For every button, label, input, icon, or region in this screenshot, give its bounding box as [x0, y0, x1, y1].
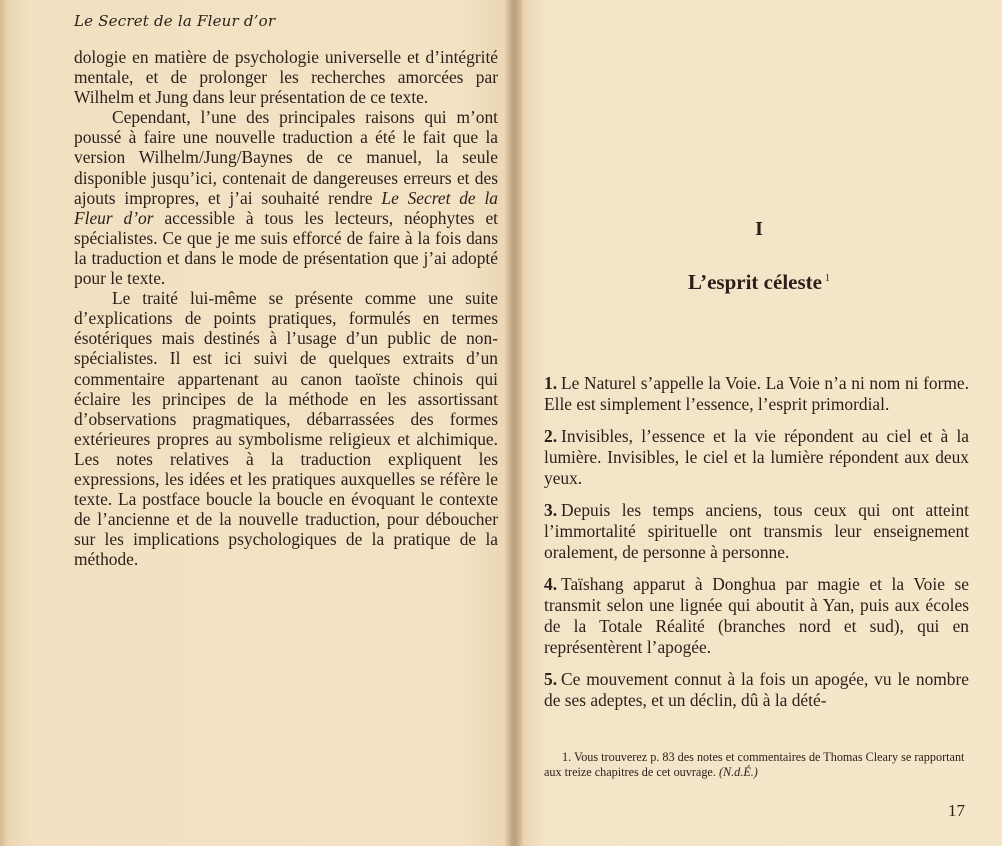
verse [544, 574, 969, 658]
paragraph-text: accessible à tous les lecteurs, néophytes et spécialistes. Ce que je me suis efforcé de faire à la fois dans la traduction et dans le mode de présentation que j’ai adopté pour le texte. [74, 207, 498, 289]
chapter-title [516, 270, 1002, 295]
footnote-marker: 1 [824, 273, 830, 284]
book-gutter [505, 0, 523, 846]
verse-text: Invisibles, l’essence et la vie répondent au ciel et à la lumière. Invisibles, le ciel et la lumière répondent aux deux yeux. [544, 426, 969, 488]
paragraph-translation-reason [74, 107, 498, 288]
verse-number: 1. [544, 373, 558, 393]
right-page-body [544, 373, 969, 722]
paragraph-continuation: dologie en matière de psychologie universelle et d’intégrité mentale, et de prolonger les recherches amorcées par Wilhelm et Jung dans leur présentation de ce texte. [74, 47, 498, 108]
verse-number: 4. [544, 574, 558, 594]
footnote [544, 750, 972, 780]
verse-number: 3. [544, 500, 558, 520]
footnote-text: 1. Vous trouverez p. 83 des notes et commentaires de Thomas Cleary se rapportant aux treize chapitres de cet ouvrage. [544, 750, 965, 779]
verse-number: 2. [544, 426, 558, 446]
paragraph-treatise: Le traité lui-même se présente comme une suite d’explications de points pratiques, formulés en termes ésotériques mais destinés à l’usage d’un public de non-spécialistes. Il est ici suivi de quelques extraits d’un commentaire appartenant au canon taoïste chinois qui éclaire les principes de la méthode en les assortissant d’observations pragmatiques, débarrassées des formes extérieures propres au symbolisme religieux et alchimique. Les notes relatives à la traduction expliquent les expressions, les idées et les pratiques auxquelles se réfère le texte. La postface boucle la boucle en évoquant le contexte de l’ancienne et de la nouvelle traduction, pour déboucher sur les implications psychologiques de la pratique de la méthode. [74, 288, 498, 570]
verse-number: 5. [544, 669, 558, 689]
chapter-number: I [755, 218, 763, 240]
verse-text: Depuis les temps anciens, tous ceux qui ont atteint l’immortalité spirituelle ont transmis leur enseignement oralement, de personne à personne. [544, 500, 969, 562]
verse [544, 669, 969, 711]
verse [544, 373, 969, 415]
chapter-title-text: L’esprit céleste [688, 270, 822, 294]
verse [544, 500, 969, 563]
paragraph-text: Cependant, l’une des principales raisons qui m’ont poussé à faire une nouvelle traduction a été le fait que la version Wilhelm/Jung/Baynes de ce manuel, la seule disponible jusqu’ici, contenait de dangereuses erreurs et des ajouts impropres, et j’ai souhaité rendre [74, 107, 498, 208]
verse-text: Taïshang apparut à Donghua par magie et la Voie se transmit selon une lignée qui aboutit à Yan, puis aux écoles de la Totale Réalité (branches nord et sud), qui en représentèrent l’apogée. [544, 574, 969, 657]
verse-text: Le Naturel s’appelle la Voie. La Voie n’a ni nom ni forme. Elle est simplement l’essence, l’esprit primordial. [544, 373, 969, 414]
running-head: Le Secret de la Fleur d’or [74, 12, 276, 30]
verse [544, 426, 969, 489]
book-title-italic: Le Secret de la Fleur d’or [74, 187, 498, 228]
page-edge-shadow [0, 0, 8, 846]
page-number: 17 [948, 801, 965, 820]
left-page-body [74, 47, 498, 569]
verse-text: Ce mouvement connut à la fois un apogée, vu le nombre de ses adeptes, et un déclin, dû à la dété- [544, 669, 969, 710]
editor-note: (N.d.É.) [718, 765, 758, 779]
